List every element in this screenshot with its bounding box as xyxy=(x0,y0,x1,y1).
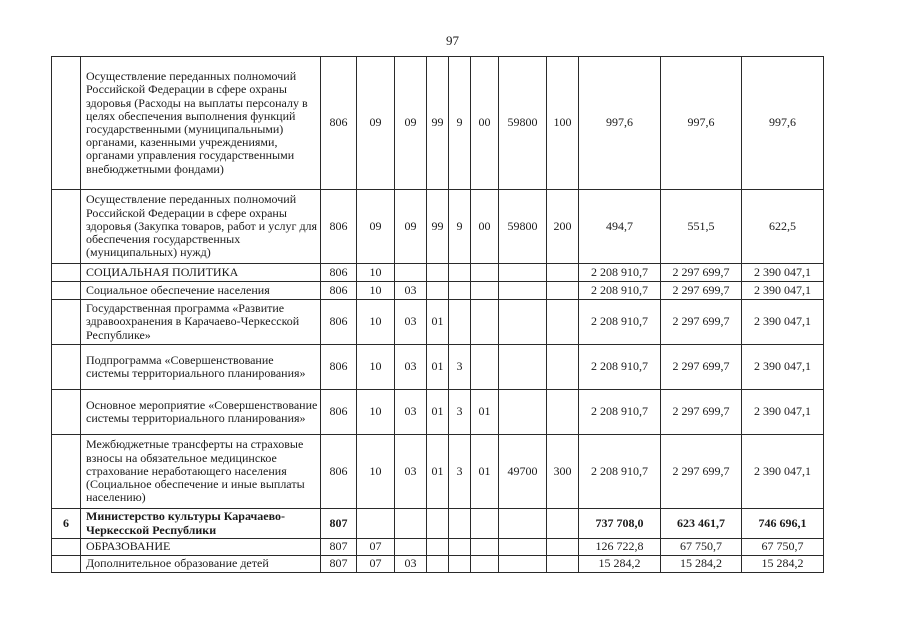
code-subsection-cell: 03 xyxy=(395,345,427,390)
row-name-cell: Министерство культуры Карачаево-Черкесской Республики xyxy=(81,509,321,539)
table-row xyxy=(52,509,824,539)
code-subsection-cell: 03 xyxy=(395,435,427,509)
code-admin-cell: 806 xyxy=(321,300,357,345)
code-event-cell: 01 xyxy=(471,435,499,509)
code-event-cell xyxy=(471,345,499,390)
code-direction-cell: 59800 xyxy=(499,57,547,190)
table-row xyxy=(52,57,824,190)
code-direction-cell xyxy=(499,390,547,435)
code-program-cell xyxy=(427,509,449,539)
code-section-cell: 10 xyxy=(357,282,395,300)
value-year3-cell: 2 390 047,1 xyxy=(742,264,824,282)
value-year2-cell: 2 297 699,7 xyxy=(661,300,742,345)
page-number: 97 xyxy=(446,33,459,48)
code-program-cell xyxy=(427,282,449,300)
row-name-cell: СОЦИАЛЬНАЯ ПОЛИТИКА xyxy=(81,264,321,282)
value-year3-cell: 2 390 047,1 xyxy=(742,345,824,390)
table-row xyxy=(52,345,824,390)
code-admin-cell: 807 xyxy=(321,539,357,556)
value-year2-cell: 2 297 699,7 xyxy=(661,264,742,282)
code-expense-type-cell xyxy=(547,390,579,435)
code-subprogram-cell: 9 xyxy=(449,57,471,190)
code-section-cell: 09 xyxy=(357,57,395,190)
row-number-cell xyxy=(52,435,81,509)
value-year2-cell: 2 297 699,7 xyxy=(661,345,742,390)
code-event-cell: 00 xyxy=(471,57,499,190)
value-year3-cell: 15 284,2 xyxy=(742,556,824,573)
row-name-cell: Осуществление переданных полномочий Российской Федерации в сфере охраны здоровья (Расходы на выплаты персоналу в целях обеспечения выполнения функций государственными (муниципальными) органами, казенными учреждениями, органами управления государственными внебюджетными фондами) xyxy=(81,57,321,190)
code-section-cell: 10 xyxy=(357,435,395,509)
table-row xyxy=(52,282,824,300)
code-subprogram-cell xyxy=(449,509,471,539)
code-event-cell xyxy=(471,556,499,573)
value-year1-cell: 2 208 910,7 xyxy=(579,300,661,345)
code-subsection-cell xyxy=(395,264,427,282)
code-admin-cell: 806 xyxy=(321,390,357,435)
code-direction-cell xyxy=(499,345,547,390)
code-section-cell: 07 xyxy=(357,539,395,556)
value-year3-cell: 2 390 047,1 xyxy=(742,282,824,300)
value-year1-cell: 737 708,0 xyxy=(579,509,661,539)
code-subprogram-cell xyxy=(449,539,471,556)
code-section-cell: 09 xyxy=(357,190,395,264)
table-row xyxy=(52,190,824,264)
code-direction-cell: 59800 xyxy=(499,190,547,264)
code-admin-cell: 807 xyxy=(321,556,357,573)
code-program-cell: 01 xyxy=(427,390,449,435)
value-year1-cell: 2 208 910,7 xyxy=(579,345,661,390)
value-year1-cell: 2 208 910,7 xyxy=(579,435,661,509)
row-number-cell xyxy=(52,57,81,190)
value-year1-cell: 15 284,2 xyxy=(579,556,661,573)
row-number-cell xyxy=(52,345,81,390)
code-program-cell xyxy=(427,264,449,282)
code-event-cell xyxy=(471,300,499,345)
row-name-cell: Подпрограмма «Совершенствование системы территориального планирования» xyxy=(81,345,321,390)
code-admin-cell: 806 xyxy=(321,282,357,300)
code-subsection-cell: 03 xyxy=(395,556,427,573)
code-direction-cell xyxy=(499,300,547,345)
row-name-cell: Дополнительное образование детей xyxy=(81,556,321,573)
row-number-cell xyxy=(52,390,81,435)
code-subprogram-cell: 3 xyxy=(449,390,471,435)
code-section-cell: 10 xyxy=(357,300,395,345)
value-year1-cell: 494,7 xyxy=(579,190,661,264)
code-subprogram-cell xyxy=(449,282,471,300)
table-row xyxy=(52,539,824,556)
code-expense-type-cell xyxy=(547,556,579,573)
code-expense-type-cell xyxy=(547,300,579,345)
code-program-cell: 99 xyxy=(427,190,449,264)
value-year3-cell: 746 696,1 xyxy=(742,509,824,539)
code-program-cell xyxy=(427,539,449,556)
code-event-cell xyxy=(471,509,499,539)
code-expense-type-cell xyxy=(547,539,579,556)
row-name-cell: Государственная программа «Развитие здравоохранения в Карачаево-Черкесской Республике» xyxy=(81,300,321,345)
value-year2-cell: 997,6 xyxy=(661,57,742,190)
code-section-cell: 10 xyxy=(357,345,395,390)
value-year2-cell: 551,5 xyxy=(661,190,742,264)
code-expense-type-cell: 300 xyxy=(547,435,579,509)
code-subsection-cell: 03 xyxy=(395,390,427,435)
row-number-cell xyxy=(52,282,81,300)
code-program-cell: 01 xyxy=(427,345,449,390)
value-year3-cell: 622,5 xyxy=(742,190,824,264)
budget-table xyxy=(51,56,824,573)
code-section-cell: 10 xyxy=(357,390,395,435)
value-year2-cell: 2 297 699,7 xyxy=(661,282,742,300)
code-expense-type-cell xyxy=(547,282,579,300)
value-year3-cell: 2 390 047,1 xyxy=(742,300,824,345)
code-direction-cell xyxy=(499,556,547,573)
row-name-cell: Социальное обеспечение населения xyxy=(81,282,321,300)
value-year2-cell: 67 750,7 xyxy=(661,539,742,556)
value-year1-cell: 126 722,8 xyxy=(579,539,661,556)
table-row xyxy=(52,390,824,435)
value-year3-cell: 2 390 047,1 xyxy=(742,435,824,509)
row-name-cell: Межбюджетные трансферты на страховые взносы на обязательное медицинское страхование неработающего населения (Социальное обеспечение и иные выплаты населению) xyxy=(81,435,321,509)
value-year3-cell: 997,6 xyxy=(742,57,824,190)
code-subprogram-cell xyxy=(449,556,471,573)
row-number-cell xyxy=(52,190,81,264)
code-section-cell xyxy=(357,509,395,539)
code-event-cell xyxy=(471,264,499,282)
row-name-cell: Осуществление переданных полномочий Российской Федерации в сфере охраны здоровья (Закупка товаров, работ и услуг для обеспечения государственных (муниципальных) нужд) xyxy=(81,190,321,264)
row-number-cell xyxy=(52,264,81,282)
value-year1-cell: 997,6 xyxy=(579,57,661,190)
code-subsection-cell: 03 xyxy=(395,300,427,345)
code-section-cell: 10 xyxy=(357,264,395,282)
table-body xyxy=(52,57,824,573)
row-name-cell: Основное мероприятие «Совершенствование системы территориального планирования» xyxy=(81,390,321,435)
code-expense-type-cell xyxy=(547,345,579,390)
code-admin-cell: 806 xyxy=(321,345,357,390)
code-direction-cell xyxy=(499,539,547,556)
code-subsection-cell: 03 xyxy=(395,282,427,300)
table-row xyxy=(52,435,824,509)
row-name-cell: ОБРАЗОВАНИЕ xyxy=(81,539,321,556)
code-expense-type-cell: 100 xyxy=(547,57,579,190)
code-expense-type-cell xyxy=(547,509,579,539)
code-direction-cell xyxy=(499,264,547,282)
code-subprogram-cell xyxy=(449,264,471,282)
code-event-cell: 01 xyxy=(471,390,499,435)
row-number-cell xyxy=(52,539,81,556)
value-year2-cell: 2 297 699,7 xyxy=(661,390,742,435)
row-number-cell xyxy=(52,300,81,345)
code-event-cell xyxy=(471,539,499,556)
table-row xyxy=(52,264,824,282)
code-direction-cell xyxy=(499,509,547,539)
value-year3-cell: 67 750,7 xyxy=(742,539,824,556)
code-subsection-cell: 09 xyxy=(395,57,427,190)
code-subprogram-cell xyxy=(449,300,471,345)
value-year2-cell: 623 461,7 xyxy=(661,509,742,539)
code-expense-type-cell xyxy=(547,264,579,282)
value-year2-cell: 2 297 699,7 xyxy=(661,435,742,509)
code-subsection-cell: 09 xyxy=(395,190,427,264)
code-event-cell: 00 xyxy=(471,190,499,264)
code-expense-type-cell: 200 xyxy=(547,190,579,264)
code-program-cell: 99 xyxy=(427,57,449,190)
code-admin-cell: 806 xyxy=(321,190,357,264)
table-row xyxy=(52,300,824,345)
code-subsection-cell xyxy=(395,539,427,556)
code-subprogram-cell: 3 xyxy=(449,435,471,509)
code-direction-cell xyxy=(499,282,547,300)
row-number-cell: 6 xyxy=(52,509,81,539)
code-admin-cell: 806 xyxy=(321,435,357,509)
value-year3-cell: 2 390 047,1 xyxy=(742,390,824,435)
code-program-cell: 01 xyxy=(427,435,449,509)
code-event-cell xyxy=(471,282,499,300)
code-admin-cell: 806 xyxy=(321,264,357,282)
code-admin-cell: 806 xyxy=(321,57,357,190)
code-program-cell: 01 xyxy=(427,300,449,345)
value-year1-cell: 2 208 910,7 xyxy=(579,264,661,282)
code-section-cell: 07 xyxy=(357,556,395,573)
code-direction-cell: 49700 xyxy=(499,435,547,509)
code-subprogram-cell: 9 xyxy=(449,190,471,264)
row-number-cell xyxy=(52,556,81,573)
code-subsection-cell xyxy=(395,509,427,539)
code-subprogram-cell: 3 xyxy=(449,345,471,390)
table-row xyxy=(52,556,824,573)
value-year1-cell: 2 208 910,7 xyxy=(579,282,661,300)
code-program-cell xyxy=(427,556,449,573)
value-year2-cell: 15 284,2 xyxy=(661,556,742,573)
value-year1-cell: 2 208 910,7 xyxy=(579,390,661,435)
code-admin-cell: 807 xyxy=(321,509,357,539)
